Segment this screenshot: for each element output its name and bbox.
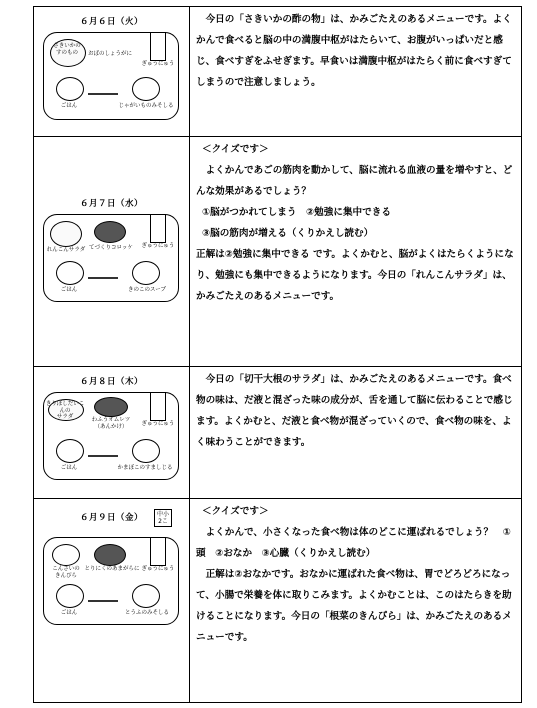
food-label: ぎゅうにゅう [141,243,175,249]
description-cell [190,137,522,367]
food-label: ぎゅうにゅう [141,421,175,427]
chopsticks-icon [88,600,118,602]
menu-table [33,6,522,703]
description-cell [190,7,522,137]
rice-bowl-icon [56,261,84,285]
quiz-heading: ＜クイズです＞ [202,144,269,155]
food-label: さきいかの すのもの [53,43,81,56]
serving-size-badge: 中小 2こ [154,509,172,527]
quiz-answer: 正解は②勉強に集中できる です。よくかむと、脳がよくはたらくようになり、勉強にも集中できるようになります。今日の「れんこんサラダ」は、かみごたえのあるメニューです。 [196,249,514,302]
food-label: ごはん [60,103,78,109]
lunch-tray [43,537,179,625]
food-label: ぎゅうにゅう [141,566,175,572]
date-label: ６月７日（水） [79,199,143,209]
soup-bowl-icon [132,584,160,608]
quiz-options: ①脳がつかれてしまう ②勉強に集中できる [202,207,391,218]
description-cell [190,367,522,499]
date-label: ６月９日（金） [79,513,143,523]
food-label: かまぼこのすましじる [117,465,173,471]
salad-plate [50,221,82,247]
food-label: ごはん [60,610,78,616]
date-label: ６月８日（木） [79,377,143,387]
food-label: てづくりコロッケ [89,245,133,251]
lunch-tray [43,392,179,480]
chopsticks-icon [88,455,118,457]
menu-illustration-cell [34,367,190,499]
chicken-icon [94,544,126,566]
paragraph: 今日の「さきいかの酢の物」は、かみごたえのあるメニューです。よくかんで食べると脳の中の満腹中枢がはたらいて、お腹がいっぱいだと感じ、食べすぎをふせぎます。早食いは満腹中枢がはたらく前に食べすぎてしまうので注意しましょう。 [196,14,512,88]
food-label: じゃがいものみそしる [118,103,174,109]
croquette-icon [94,221,126,243]
kinpira-bowl-icon [52,544,80,566]
food-label: おばのしょうがに [88,51,133,57]
omelet-icon [94,397,128,417]
soup-bowl-icon [132,439,160,463]
milk-carton-icon [150,219,166,243]
food-label: わふうオムレツ （あんかけ） [91,417,131,430]
food-label: ごはん [60,287,78,293]
rice-bowl-icon [56,584,84,608]
rice-bowl-icon [56,77,84,101]
milk-carton-icon [150,397,166,421]
quiz-question: よくかんであごの筋肉を動かして、脳に流れる血液の量を増やすと、どんな効果があるでしょう？ [196,165,513,197]
day-row [34,367,522,499]
description-cell [190,499,522,703]
milk-carton-icon [150,37,166,61]
milk-carton-icon [150,542,166,566]
food-label: れんこんサラダ [46,247,86,253]
lunch-tray [43,32,179,120]
quiz-options: ③脳の筋肉が増える（くりかえし読む） [202,228,374,239]
paragraph: 今日の「切干大根のサラダ」は、かみごたえのあるメニューです。食べ物の味は、だ液と混ざった味の成分が、舌を通して脳に伝わることで感じます。よくかむと、だ液と食べ物が混ざっていくので、食べ物の味を、よく味わうことができます。 [196,374,513,448]
quiz-question: よくかんで、小さくなった食べ物は体のどこに運ばれるでしょう？ ①頭 ②おなか ③心臓（くりかえし読む） [196,527,511,559]
description-text [190,367,521,453]
quiz-answer: 正解は②おなかです。おなかに運ばれた食べ物は、胃でどろどろになって、小腸で栄養を体に取りこみます。よくかむことは、このはたらきを助けることになります。今日の「根菜のきんぴら」は、かみごたえのあるメニューです。 [196,569,512,643]
menu-illustration-cell [34,499,190,703]
date-label: ６月６日（火） [79,17,143,27]
food-label: ぎゅうにゅう [141,61,175,67]
day-row [34,499,522,703]
food-label: とうふのみそしる [124,610,169,616]
food-label: ごはん [60,465,78,471]
description-text [190,7,521,93]
day-row [34,137,522,367]
menu-illustration-cell [34,7,190,137]
lunch-tray [43,214,179,302]
food-label: きりぼしだいこんの サラダ [45,401,85,420]
food-label: きのこのスープ [128,287,166,293]
food-label: とりにくのあまがらに [84,566,140,572]
soup-bowl-icon [132,77,160,101]
description-text [190,499,521,648]
chopsticks-icon [88,277,118,279]
day-row [34,7,522,137]
quiz-heading: ＜クイズです＞ [202,506,269,517]
menu-illustration-cell [34,137,190,367]
soup-bowl-icon [132,261,160,285]
rice-bowl-icon [56,439,84,463]
description-text [190,137,521,307]
food-label: こんさいの きんぴら [52,566,80,579]
chopsticks-icon [88,93,118,95]
